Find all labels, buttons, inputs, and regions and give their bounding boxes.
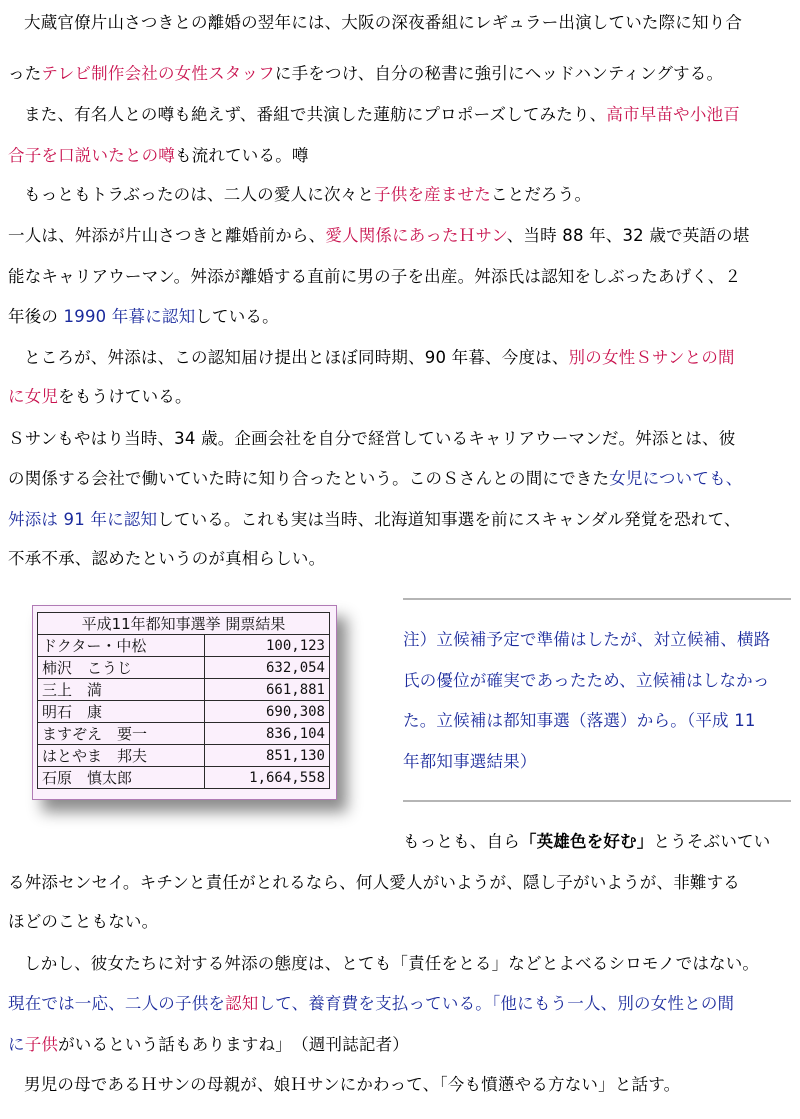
text-segment: また、有名人との噂も絶えず、番組で共演した蓮舫にプロポーズしてみたり、 bbox=[24, 105, 607, 124]
candidate-name: ますぞえ 要一 bbox=[38, 723, 205, 745]
paragraph-line bbox=[8, 63, 793, 85]
paragraph-line bbox=[8, 953, 800, 975]
candidate-name: 柿沢 こうじ bbox=[38, 657, 205, 679]
paragraph-line bbox=[8, 306, 793, 328]
vote-count: 661,881 bbox=[205, 679, 330, 701]
text-segment: ところが、舛添は、この認知届け提出とほぼ同時期、90 年暮、今度は、 bbox=[24, 348, 569, 367]
text-segment: 現在では一応、二人の子供を bbox=[8, 994, 226, 1013]
table-row bbox=[38, 745, 330, 767]
paragraph-line bbox=[8, 145, 793, 167]
text-segment: った bbox=[8, 64, 42, 83]
table-row bbox=[38, 657, 330, 679]
paragraph-line bbox=[8, 509, 793, 531]
paragraph-line bbox=[8, 1074, 800, 1096]
election-results-table bbox=[37, 612, 330, 789]
text-segment: る舛添センセイ。キチンと責任がとれるなら、何人愛人がいようが、隠し子がいようが、非難する bbox=[8, 873, 740, 892]
text-segment: 大蔵官僚片山さつきとの離婚の翌年には、大阪の深夜番組にレギュラー出演していた際に知り合 bbox=[24, 13, 743, 32]
paragraph-line bbox=[8, 993, 793, 1015]
note-text: 年都知事選結果） bbox=[403, 752, 537, 771]
table-header-row bbox=[38, 613, 330, 635]
paragraph-line bbox=[8, 548, 793, 570]
paragraph-line bbox=[8, 225, 793, 247]
text-segment: して、養育費を支払っている。「他にもう一人、別の女性との間 bbox=[258, 994, 735, 1013]
text-segment: 能なキャリアウーマン。舛添が離婚する直前に男の子を出産。舛添氏は認知をしぶったあげく、２ bbox=[8, 267, 742, 286]
paragraph-line bbox=[8, 386, 793, 408]
paragraph-line bbox=[403, 831, 793, 853]
paragraph-line bbox=[8, 184, 800, 206]
text-segment: している。これも実は当時、北海道知事選を前にスキャンダル発覚を恐れて、 bbox=[157, 510, 741, 529]
note-divider-bottom bbox=[403, 800, 791, 802]
candidate-name: 三上 満 bbox=[38, 679, 205, 701]
text-segment: ことだろう。 bbox=[490, 185, 592, 204]
candidate-name: はとやま 邦夫 bbox=[38, 745, 205, 767]
table-row bbox=[38, 679, 330, 701]
table-row bbox=[38, 767, 330, 789]
text-segment: もっともトラぶったのは、二人の愛人に次々と bbox=[24, 185, 375, 204]
note-line bbox=[403, 751, 793, 773]
vote-count: 690,308 bbox=[205, 701, 330, 723]
candidate-name: 明石 康 bbox=[38, 701, 205, 723]
text-segment: も流れている。噂 bbox=[175, 146, 309, 165]
text-segment: しかし、彼女たちに対する舛添の態度は、とても「責任をとる」などとよべるシロモノではない。 bbox=[24, 954, 760, 973]
text-segment: 一人は、舛添が片山さつきと離婚前から、 bbox=[8, 226, 326, 245]
text-segment: Ｓサンもやはり当時、34 歳。企画会社を自分で経営しているキャリアウーマンだ。舛添とは、彼 bbox=[8, 429, 736, 448]
text-segment: 男児の母であるＨサンの母親が、娘Ｈサンにかわって、「今も憤懣やる方ない」と話す。 bbox=[24, 1075, 681, 1094]
text-segment: 年後の bbox=[8, 307, 59, 326]
table-header: 平成11年都知事選挙 開票結果 bbox=[38, 613, 330, 635]
highlight-red: テレビ制作会社の女性スタッフ bbox=[41, 64, 275, 83]
vote-count: 100,123 bbox=[205, 635, 330, 657]
highlight-red: 高市早苗や小池百 bbox=[606, 105, 740, 124]
candidate-name: 石原 慎太郎 bbox=[38, 767, 205, 789]
text-segment: ほどのこともない。 bbox=[8, 912, 159, 931]
table-row bbox=[38, 723, 330, 745]
vote-count: 851,130 bbox=[205, 745, 330, 767]
highlight-red: 合子を口説いたとの噂 bbox=[8, 146, 175, 165]
note-line bbox=[403, 629, 793, 651]
paragraph-line bbox=[8, 104, 800, 126]
highlight-red: に女児 bbox=[8, 387, 59, 406]
note-text: た。立候補は都知事選（落選）から。（平成 11 bbox=[403, 711, 756, 730]
text-segment: 不承不承、認めたというのが真相らしい。 bbox=[8, 549, 326, 568]
highlight-red: 子供 bbox=[24, 1035, 59, 1054]
note-divider-top bbox=[403, 598, 791, 600]
text-segment: とうそぶいてい bbox=[653, 832, 771, 851]
text-segment: がいるという話もありますね」 （週刊誌記者） bbox=[58, 1035, 410, 1054]
text-segment: に手をつけ、自分の秘書に強引にヘッドハンティングする。 bbox=[274, 64, 724, 83]
highlight-red: 別の女性Ｓサンとの間 bbox=[568, 348, 735, 367]
vote-count: 1,664,558 bbox=[205, 767, 330, 789]
paragraph-line bbox=[8, 872, 793, 894]
note-line bbox=[403, 710, 793, 732]
paragraph-line bbox=[8, 911, 793, 933]
highlight-blue: 1990 年暮に認知 bbox=[58, 307, 196, 326]
vote-count: 632,054 bbox=[205, 657, 330, 679]
paragraph-line bbox=[8, 428, 793, 450]
highlight-blue: 女児についても、 bbox=[609, 469, 743, 488]
text-segment: をもうけている。 bbox=[58, 387, 192, 406]
bold-quote: 「英雄色を好む」 bbox=[519, 832, 654, 851]
text-segment: の関係する会社で働いていた時に知り合ったという。このＳさんとの間にできた bbox=[8, 469, 610, 488]
note-line bbox=[403, 670, 793, 692]
paragraph-line bbox=[8, 468, 793, 490]
paragraph-line bbox=[8, 347, 800, 369]
election-results-figure bbox=[32, 605, 337, 800]
highlight-red: 愛人関係にあったＨサン bbox=[325, 226, 507, 245]
table-row bbox=[38, 635, 330, 657]
highlight-blue: に bbox=[8, 1035, 25, 1054]
text-segment: 、当時 88 年、32 歳で英語の堪 bbox=[506, 226, 750, 245]
note-text: 氏の優位が確実であったため、立候補はしなかっ bbox=[403, 671, 770, 690]
note-text: 注）立候補予定で準備はしたが、対立候補、横路 bbox=[403, 630, 771, 649]
table-row bbox=[38, 701, 330, 723]
highlight-blue: 舛添は 91 年に認知 bbox=[8, 510, 158, 529]
paragraph-line bbox=[8, 266, 793, 288]
text-segment: している。 bbox=[195, 307, 279, 326]
highlight-red: 認知 bbox=[225, 994, 259, 1013]
text-segment: もっとも、自ら bbox=[403, 832, 520, 851]
highlight-red: 子供を産ませた bbox=[374, 185, 491, 204]
paragraph-line bbox=[8, 1034, 793, 1056]
paragraph-line bbox=[8, 12, 800, 34]
candidate-name: ドクター・中松 bbox=[38, 635, 205, 657]
vote-count: 836,104 bbox=[205, 723, 330, 745]
